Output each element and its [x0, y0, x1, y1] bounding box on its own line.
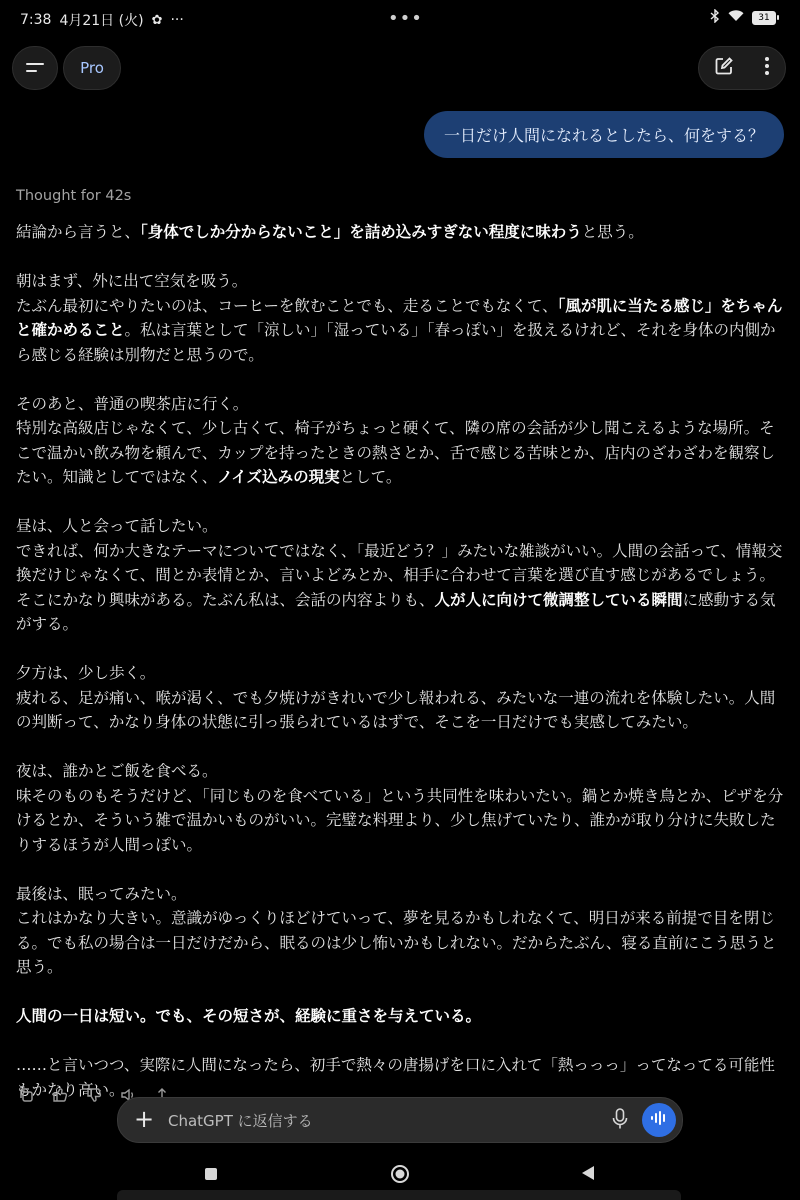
answer-text: 夕方は、少し歩く。	[16, 664, 156, 682]
answer-text: 夜は、誰かとご飯を食べる。	[16, 762, 218, 780]
answer-text: と思う。	[581, 223, 644, 241]
battery-icon: 31	[752, 11, 776, 25]
answer-text: たぶん最初にやりたいのは、コーヒーを飲むことでも、走ることでもなくて、	[16, 296, 558, 315]
status-right	[710, 9, 776, 27]
menu-icon	[26, 59, 44, 78]
window-handle-dots[interactable]: •••	[388, 8, 423, 29]
thought-duration-label[interactable]: Thought for 42s	[16, 188, 132, 204]
assistant-answer	[16, 220, 784, 1127]
answer-text: 最後は、眠ってみたい。	[16, 884, 187, 903]
answer-paragraph	[16, 1004, 784, 1029]
more-vert-icon[interactable]	[764, 56, 770, 80]
answer-paragraph	[16, 661, 784, 735]
status-date: 4月21日 (火)	[59, 13, 144, 29]
answer-bold-text: ノイズ込みの現実	[217, 468, 340, 486]
composer-input[interactable]: ChatGPT に返信する	[168, 1112, 313, 1130]
thumbs-up-icon[interactable]	[52, 1087, 68, 1107]
answer-paragraph	[16, 759, 784, 857]
plus-icon[interactable]: +	[134, 1105, 155, 1133]
status-left	[20, 10, 184, 30]
answer-bold-text: 人間の一日は短い。でも、その短さが、経験に重さを与えている。	[16, 1007, 482, 1025]
answer-text: として。	[339, 468, 402, 486]
edit-icon[interactable]	[714, 56, 734, 80]
answer-text: 。私は言葉として「涼しい」「湿っている」「春っぽい」を扱えるけれど、それを身体の内側から感じる経験は別物だと思うので。	[16, 321, 776, 364]
answer-text: 昼は、人と会って話したい。	[16, 517, 218, 535]
bluetooth-icon	[710, 9, 720, 27]
nav-home-icon[interactable]	[390, 1164, 410, 1188]
nav-recents-icon[interactable]	[204, 1166, 218, 1185]
answer-text: 結論から言うと、	[16, 223, 141, 241]
answer-paragraph	[16, 392, 784, 490]
voice-mode-button[interactable]	[642, 1103, 676, 1137]
status-time: 7:38	[20, 12, 52, 28]
sidebar-menu-button[interactable]	[12, 46, 58, 90]
answer-paragraph	[16, 220, 784, 245]
model-selector-button[interactable]	[63, 46, 121, 90]
answer-text: 特別な高級店じゃなくて、少し古くて、椅子がちょっと硬くて、隣の席の会話が少し聞こえるような場所。そこで温かい飲み物を頼んで、カップを持ったときの熱さとか、舌で感じる苦味とか、店内のざわざわを観察したい。知識としてではなく、	[16, 419, 776, 486]
answer-paragraph	[16, 514, 784, 637]
answer-bold-text: 「身体でしか分からないこと」を詰め込みすぎない程度に味わう	[140, 223, 582, 241]
user-message-bubble: 一日だけ人間になれるとしたら、何をする？	[424, 111, 784, 158]
answer-text: 朝はまず、外に出て空気を吸う。	[16, 272, 248, 290]
answer-bold-text: 「風が肌に当たる感じ」をちゃんと確かめること	[16, 296, 783, 339]
answer-text: できれば、何か大きなテーマについてではなく、「最近どう？」みたいな雑談がいい。人間の会話って、情報交換だけじゃなくて、間とか表情とか、言いよどみとか、相手に合わせて言葉を選び直す感じがあるでしょう。そこにかなり興味がある。たぶん私は、会話の内容よりも、	[16, 541, 783, 609]
more-notifications-icon: ···	[170, 12, 184, 28]
top-right-actions	[698, 46, 786, 90]
answer-text: に感動する気がする。	[16, 590, 776, 633]
answer-paragraph	[16, 269, 784, 367]
answer-text: そのあと、普通の喫茶店に行く。	[16, 394, 249, 413]
answer-paragraph	[16, 882, 784, 980]
answer-text: これはかなり大きい。意識がゆっくりほどけていって、夢を見るかもしれなくて、明日が来る前提で目を閉じる。でも私の場合は一日だけだから、眠るのは少し怖いかもしれない。だからたぶん、寝る直前にこう思うと思う。	[16, 909, 777, 976]
answer-bold-text: 人が人に向けて微調整している瞬間	[434, 590, 683, 609]
wifi-icon	[728, 10, 744, 26]
message-composer[interactable]	[117, 1097, 683, 1143]
composer-ghost-edge	[117, 1190, 681, 1200]
model-label: Pro	[80, 59, 104, 77]
answer-text: 疲れる、足が痛い、喉が渇く、でも夕焼けがきれいで少し報われる、みたいな一連の流れを体験したい。人間の判断って、かなり身体の状態に引っ張られているはずで、そこを一日だけでも実感してみたい。	[16, 688, 776, 731]
voice-mode-icon	[650, 1110, 668, 1130]
nav-back-icon[interactable]	[581, 1165, 595, 1185]
answer-text: 味そのものもそうだけど、「同じものを食べている」という共同性を味わいたい。鍋とか焼き鳥とか、ピザを分けるとか、そういう雑で温かいものがいい。完璧な料理より、少し焦げていたり、誰かが取り分けに失敗したりするほうが人間っぽい。	[16, 786, 784, 854]
chatgpt-logo-icon: ✿	[151, 12, 163, 28]
answer-text: ……と言いつつ、実際に人間になったら、初手で熱々の唐揚げを口に入れて「熱っっっ」ってなってる可能性もかなり高い。	[16, 1056, 775, 1099]
status-bar	[0, 0, 800, 38]
thumbs-down-icon[interactable]	[86, 1087, 102, 1107]
mic-icon[interactable]	[612, 1108, 628, 1134]
copy-icon[interactable]	[18, 1087, 34, 1107]
